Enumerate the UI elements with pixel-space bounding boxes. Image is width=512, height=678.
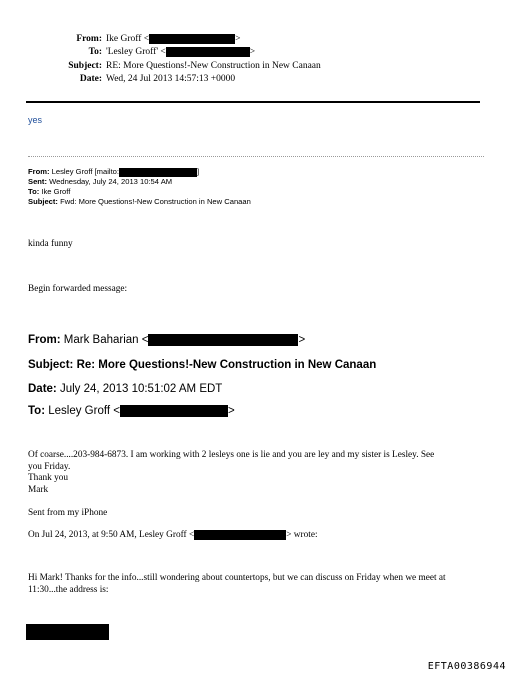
fwd-sent-row [28,177,172,187]
header-from-value: Ike Groff < [106,34,150,44]
header-from-label: From: [76,34,102,44]
reply-text: yes [28,115,43,125]
redaction-box [166,47,250,57]
mark-message-line: Mark [28,484,49,495]
fwd-to-label: To: [28,187,40,196]
header-to-row: To: 'Lesley Groff' < > [0,46,512,59]
orig-from-value: Mark Baharian < [60,334,149,346]
fwd-from-row: From: Lesley Groff [mailto: ] [28,167,200,176]
fwd-subject-label: Subject: [28,197,58,206]
orig-to-label: To: [28,405,46,417]
fwd-sent-label: Sent: [28,177,47,186]
quote-intro [28,530,480,542]
header-from-row: From: Ike Groff < > [0,33,512,46]
bates-number: EFTA00386944 [427,661,506,672]
redaction-box [194,530,286,540]
dotted-separator [28,156,484,157]
header-divider [26,101,480,103]
orig-subject-value: Re: More Questions!-New Construction in New Canaan [73,359,377,371]
header-subject-row [0,60,512,73]
fwd-sent-value: Wednesday, July 24, 2013 10:54 AM [46,177,173,186]
orig-date-value: July 24, 2013 10:51:02 AM EDT [56,383,223,395]
lesley-message-line: Hi Mark! Thanks for the info...still wondering about countertops, but we can discuss on Friday when we meet at [28,573,446,583]
begin-forwarded-text: Begin forwarded message: [28,284,128,294]
lesley-message [28,573,480,596]
orig-from-row: From: Mark Baharian < > [28,334,306,346]
quote-intro-suffix: > wrote: [286,530,318,541]
quote-intro-prefix: On Jul 24, 2013, at 9:50 AM, Lesley Groff < [28,530,195,541]
fwd-subject-value: Fwd: More Questions!-New Construction in New Canaan [57,197,251,206]
fwd-to-row [28,187,70,197]
header-subject-value: RE: More Questions!-New Construction in New Canaan [106,61,321,71]
redaction-box [149,34,235,44]
mark-message [28,450,480,496]
kinda-funny-text: kinda funny [28,239,73,249]
orig-from-label: From: [28,334,61,346]
redaction-box [119,168,197,177]
header-date-label: Date: [79,74,102,84]
orig-subject-row [28,358,376,372]
orig-date-label: Date: [28,383,57,395]
mark-message-line: Thank you [28,473,69,483]
header-date-row [0,73,512,86]
address-redaction-box [26,624,109,640]
orig-to-value: Lesley Groff < [45,405,120,417]
fwd-from-label: From: [28,167,50,176]
header-subject-label: Subject: [68,61,102,71]
redaction-box [120,405,228,417]
orig-to-row: To: Lesley Groff < > [28,405,235,417]
mark-message-line: you Friday. [28,461,71,472]
sent-from-text: Sent from my iPhone [28,508,108,518]
orig-subject-label: Subject: [28,359,74,371]
header-to-label: To: [88,47,102,57]
fwd-subject-row [28,197,251,207]
lesley-message-line: 11:30...the address is: [28,584,109,595]
mark-message-line: Of coarse....203-984-6873. I am working with 2 lesleys one is lie and you are ley and my sister is Lesley. See [28,450,435,460]
fwd-to-value: Ike Groff [39,187,71,196]
redaction-box [148,334,298,346]
header-to-value: 'Lesley Groff' < [106,47,166,57]
header-date-value: Wed, 24 Jul 2013 14:57:13 +0000 [106,74,236,84]
orig-date-row [28,382,222,396]
fwd-from-value: Lesley Groff [mailto: [49,167,120,176]
